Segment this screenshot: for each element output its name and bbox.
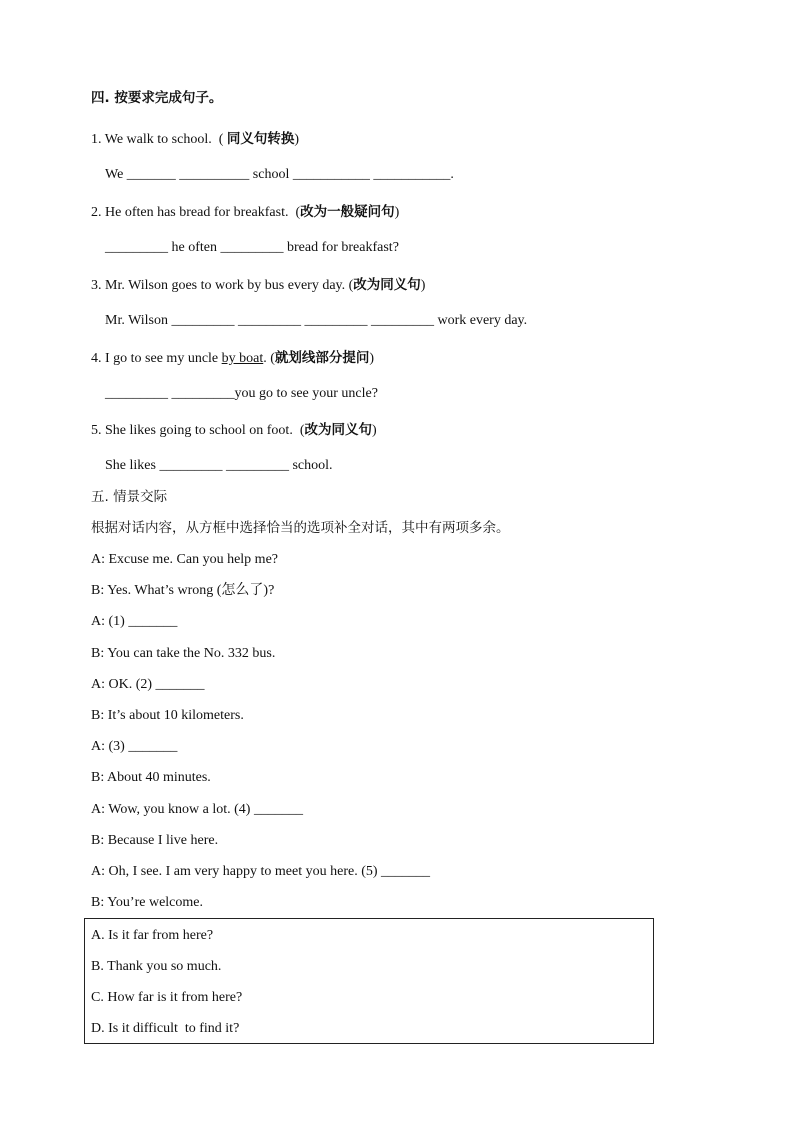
question-instruction: 改为同义句 <box>353 277 421 293</box>
dialogue-line: A: Wow, you know a lot. (4) _______ <box>91 802 303 817</box>
options-box <box>84 918 654 1044</box>
dialogue-line: B: You can take the No. 332 bus. <box>91 646 276 661</box>
question-3 <box>91 276 425 295</box>
question-close: ) <box>294 132 300 147</box>
question-instruction: 改为一般疑问句 <box>300 204 395 220</box>
dialogue-line: B: It’s about 10 kilometers. <box>91 708 244 723</box>
option-item: A. Is it far from here? <box>91 928 214 943</box>
question-text: 2. He often has bread for breakfast. ( <box>91 205 301 220</box>
answer-line-1: We _______ __________ school ___________ ___________. <box>105 167 454 182</box>
dialogue-line: A: (1) _______ <box>91 614 178 629</box>
dialogue-line: A: Excuse me. Can you help me? <box>91 552 279 567</box>
question-instruction: 改为同义句 <box>304 422 372 438</box>
section-heading: 五. 情景交际 <box>91 489 168 505</box>
underlined-phrase: by boat <box>221 351 264 366</box>
dialogue-line: B: Yes. What’s wrong (怎么了)? <box>91 583 275 598</box>
question-close: ) <box>369 351 375 366</box>
answer-line-3: Mr. Wilson _________ _________ _________ _________ work every day. <box>105 313 528 328</box>
answer-line-5: She likes _________ _________ school. <box>105 458 333 473</box>
option-item: D. Is it difficult to find it? <box>91 1021 240 1036</box>
question-text: 4. I go to see my uncle <box>91 351 222 366</box>
answer-line-2: _________ he often _________ bread for breakfast? <box>105 240 399 255</box>
dialogue-line: A: Oh, I see. I am very happy to meet you here. (5) _______ <box>91 864 431 879</box>
dialogue-line: B: Because I live here. <box>91 833 219 848</box>
question-close: ) <box>420 278 426 293</box>
question-2 <box>91 203 399 222</box>
question-instruction: 同义句转换 <box>226 131 295 147</box>
question-text-post: . ( <box>263 351 275 366</box>
question-instruction: 就划线部分提问 <box>274 350 370 366</box>
dialogue-line: B: You’re welcome. <box>91 895 203 910</box>
dialogue-line: B: About 40 minutes. <box>91 770 211 785</box>
option-item: C. How far is it from here? <box>91 990 243 1005</box>
dialogue-line: A: (3) _______ <box>91 739 178 754</box>
dialogue-line: A: OK. (2) _______ <box>91 677 205 692</box>
question-text: 3. Mr. Wilson goes to work by bus every day. ( <box>91 278 354 293</box>
question-text: 5. She likes going to school on foot. ( <box>91 423 305 438</box>
option-item: B. Thank you so much. <box>91 959 222 974</box>
section-instruction: 根据对话内容，从方框中选择恰当的选项补全对话，其中有两项多余。 <box>91 520 510 536</box>
question-4 <box>91 349 374 368</box>
question-1 <box>91 130 299 149</box>
answer-line-4: _________ _________you go to see your uncle? <box>105 386 378 401</box>
question-5 <box>91 421 377 440</box>
question-text: 1. We walk to school. ( <box>91 132 227 147</box>
section-heading: 四. 按要求完成句子。 <box>91 90 223 106</box>
question-close: ) <box>394 205 400 220</box>
question-close: ) <box>372 423 377 438</box>
